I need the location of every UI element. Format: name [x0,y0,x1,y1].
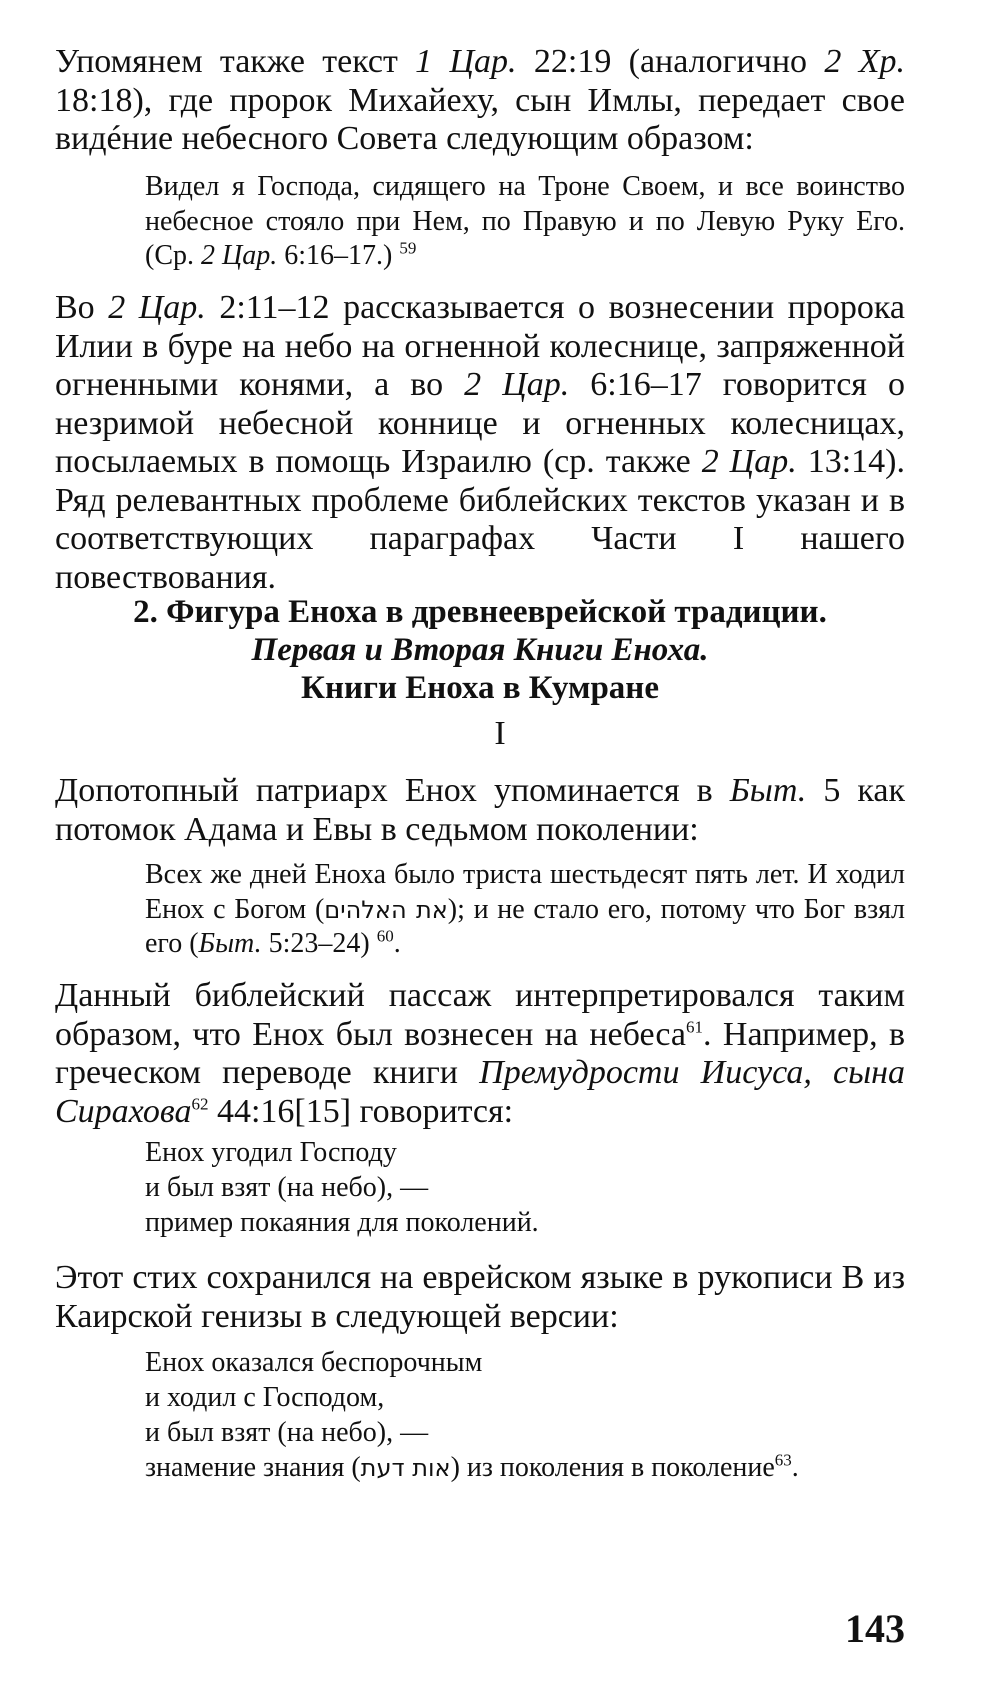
footnote-marker: 60 [376,926,394,946]
heading-line: 2. Фигура Еноха в древнееврейской традиции. [133,594,827,630]
footnote-marker: 63 [774,1450,792,1470]
text-run: 22:19 (аналогично [516,43,825,80]
book-title: Премудрости Иисуса, сына Сирахова [55,1054,906,1130]
verse-line: и ходил с Господом, [145,1382,385,1413]
text-run: 5 как потомок Адама и Евы в седьмом поколении: [55,772,905,848]
text-run: 18:18), где пророк Михайеху, сын Имлы, передает свое видéние небесного Совета следующим образом: [55,81,905,157]
scripture-ref: Быт. [198,928,262,959]
text-run: Во [55,289,109,326]
verse-text: знамение знания ( [145,1452,361,1483]
scripture-ref: 2 Цар. [201,240,278,271]
quote-text: . [393,928,401,959]
subsection-numeral: I [494,715,506,752]
verse-text: ) из поколения в поколение [450,1452,775,1483]
footnote-marker: 61 [686,1017,704,1037]
text-run: 6:16–17 говорится о незримой небесной коннице и огненных колесницах, посылаемых в помощь Израилю (ср. также [55,366,905,480]
verse-line: пример покаяния для поколений. [145,1207,539,1238]
text-run: 44:16[15] говорится: [208,1092,514,1130]
verse-line: и был взят (на небо), — [145,1172,429,1203]
text-run: . Например, в греческом переводе книги [55,1015,906,1091]
quote-vision [145,170,905,274]
verse-line: и был взят (на небо), — [145,1417,429,1448]
footnote-marker: 62 [191,1094,209,1114]
paragraph-interpretation [55,977,905,1131]
verse-line: Енох оказался беспорочным [145,1347,483,1378]
verse-sirach-hebrew [145,1345,905,1486]
heading-line: Книги Еноха в Кумране [301,670,659,706]
quote-text: 6:16–17.) [277,240,393,271]
section-heading [55,593,905,707]
hebrew-text: אות דעת [360,1454,451,1482]
paragraph-elijah [55,289,905,597]
text-run: 2:11–12 рассказывается о вознесении пророка Илии в буре на небо на огненной колеснице, запряженной огненными конями, а во [55,289,905,403]
verse-line [145,1450,905,1486]
paragraph-enoch-intro [55,772,905,849]
footnote-marker: 59 [399,238,417,258]
quote-text: ); и не стало его, потому что Бог взял его ( [145,893,905,959]
verse-sirach-greek [145,1135,905,1240]
paragraph-michaiah [55,43,905,159]
paragraph-geniza: Этот стих сохранился на еврейском языке в рукописи B из Каирской генизы в следующей версии: [55,1259,905,1335]
text-run: Упомянем также текст [55,43,416,80]
quote-text: Видел я Господа, сидящего на Троне Своем, и все воинство небесное стояло при Нем, по Правую и по Левую Руку Его. (Ср. [145,171,905,271]
heading-line-italic: Первая и Вторая Книги Еноха. [251,632,709,668]
scripture-ref: 2 Хр. [824,43,905,80]
scripture-ref: Быт. [729,772,807,809]
text-run: 13:14). Ряд релевантных проблеме библейских текстов указан и в соответствующих параграфах Части I нашего повествования. [55,443,905,596]
text-run: Допотопный патриарх Енох упоминается в [55,772,730,809]
page-number: 143 [845,1606,905,1651]
text-run: Данный библейский пассаж интерпретировался таким образом, что Енох был вознесен на небеса [55,977,905,1053]
verse-text: . [791,1452,799,1483]
hebrew-text: את האלהים [324,895,448,924]
scripture-ref: 1 Цар. [415,43,517,80]
quote-genesis [145,858,905,962]
verse-line: Енох угодил Господу [145,1137,397,1168]
quote-text: Всех же дней Еноха было триста шестьдесят пять лет. И ходил Енох с Богом ( [145,859,905,925]
scripture-ref: 2 Цар. [701,443,797,480]
scripture-ref: 2 Цар. [108,289,206,326]
quote-text: 5:23–24) [261,928,370,959]
scripture-ref: 2 Цар. [464,366,570,403]
